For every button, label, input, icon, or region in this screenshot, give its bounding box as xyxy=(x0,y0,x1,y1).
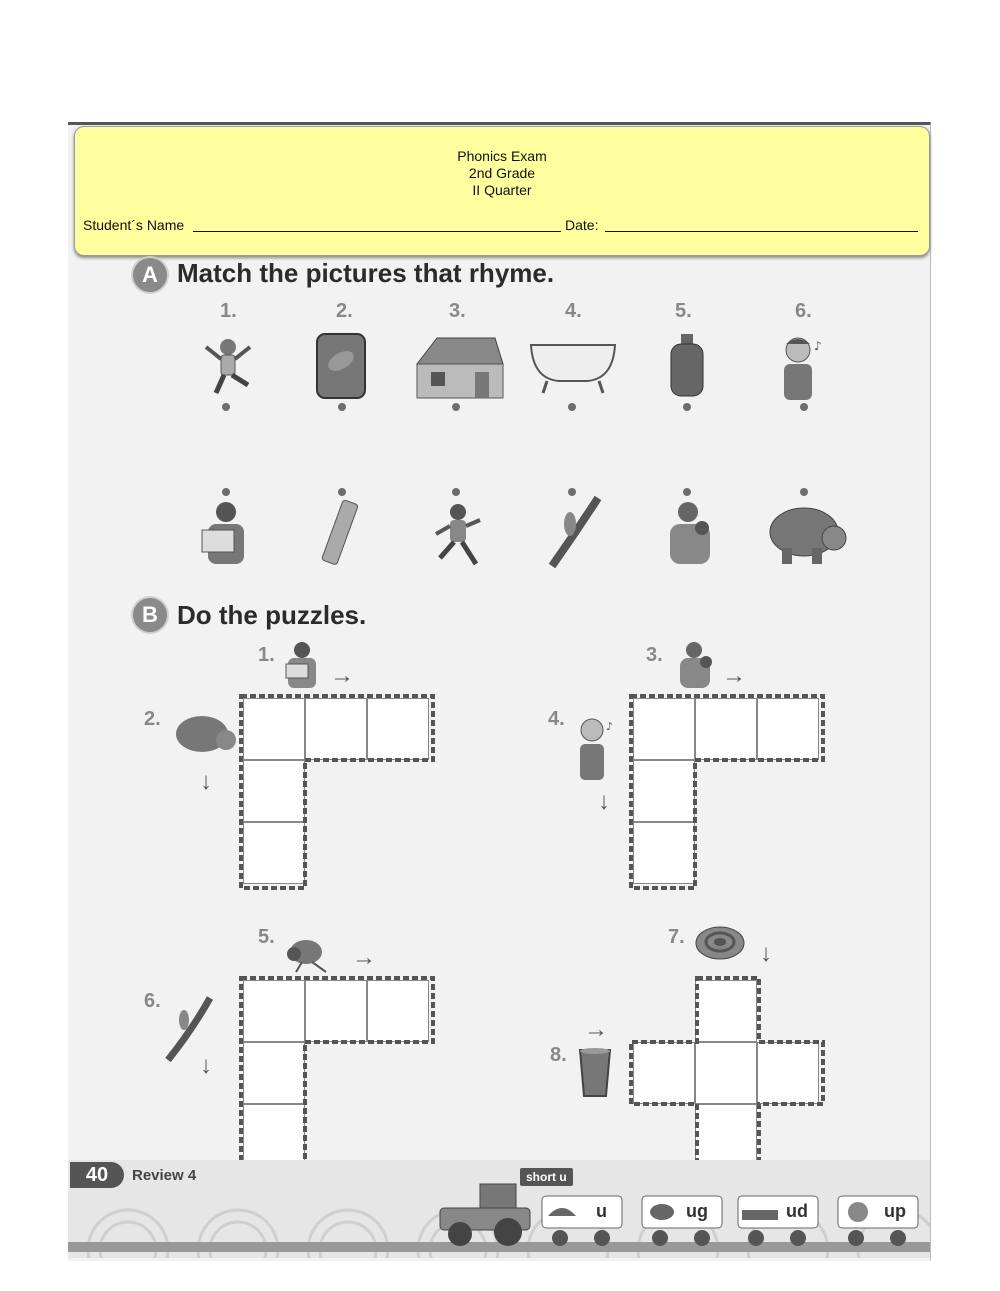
date-label: Date: xyxy=(565,217,599,233)
svg-text:♪: ♪ xyxy=(606,720,614,733)
clue-number-8: 8. xyxy=(550,1044,567,1066)
match-dot-bottom-6[interactable] xyxy=(800,488,808,496)
student-name-label: Student´s Name xyxy=(83,217,185,233)
match-dot-bottom-2[interactable] xyxy=(338,488,346,496)
bear-clue-icon xyxy=(174,710,238,762)
section-a-badge: A xyxy=(133,258,167,292)
item-number-6: 6. xyxy=(795,300,812,322)
arrow-down-2: ↓ xyxy=(200,768,212,795)
jug-icon xyxy=(667,332,707,398)
match-dot-top-1[interactable] xyxy=(222,403,230,411)
match-dot-top-3[interactable] xyxy=(452,403,460,411)
match-dot-bottom-4[interactable] xyxy=(568,488,576,496)
item-number-3: 3. xyxy=(449,300,466,322)
date-field[interactable] xyxy=(605,231,918,232)
section-a-title: Match the pictures that rhyme. xyxy=(177,258,555,288)
train-word-ud: ud xyxy=(786,1201,808,1221)
train-word-ug: ug xyxy=(686,1201,708,1221)
train-word-up: up xyxy=(884,1201,906,1221)
arrow-right-5: → xyxy=(352,944,376,971)
match-dot-top-2[interactable] xyxy=(338,403,346,411)
match-dot-top-4[interactable] xyxy=(568,403,576,411)
puzzle1-outline xyxy=(239,694,437,892)
train-car-bug xyxy=(640,1194,724,1248)
section-b-badge: B xyxy=(133,598,167,632)
short-u-flag: short u xyxy=(520,1168,573,1186)
gum-icon xyxy=(314,498,364,566)
section-b-title: Do the puzzles. xyxy=(177,600,367,630)
bathtub-icon xyxy=(527,335,619,395)
footprint-icon xyxy=(316,333,366,399)
arrow-right-1: → xyxy=(330,662,354,689)
match-dot-bottom-1[interactable] xyxy=(222,488,230,496)
train-car-pup xyxy=(836,1194,920,1248)
clue-number-2: 2. xyxy=(144,708,161,730)
match-dot-bottom-3[interactable] xyxy=(452,488,460,496)
humming-boy-clue-icon xyxy=(572,716,618,782)
puzzle4-outline xyxy=(629,976,827,1174)
exam-grade: 2nd Grade xyxy=(468,165,536,181)
review-label: Review 4 xyxy=(132,1167,197,1184)
bear-icon xyxy=(768,500,848,566)
match-dot-bottom-5[interactable] xyxy=(683,488,691,496)
humming-boy-icon xyxy=(776,334,832,402)
item-number-1: 1. xyxy=(220,300,237,322)
jumping-boy-icon xyxy=(198,335,258,405)
bud-icon xyxy=(546,496,602,568)
match-dot-top-6[interactable] xyxy=(800,403,808,411)
arrow-down-4: ↓ xyxy=(598,788,610,815)
train-car-umbrella xyxy=(540,1194,624,1248)
item-number-5: 5. xyxy=(675,300,692,322)
exam-title: Phonics Exam xyxy=(457,148,547,164)
puzzle3-outline xyxy=(239,976,437,1174)
cup-clue-icon xyxy=(578,1046,612,1098)
item-number-4: 4. xyxy=(565,300,582,322)
exam-header xyxy=(74,126,930,256)
running-girl-icon xyxy=(410,500,494,568)
arrow-right-8: → xyxy=(584,1016,608,1043)
girl-puzzle-icon xyxy=(196,500,258,568)
bug-clue-icon xyxy=(282,928,340,974)
arrow-down-7: ↓ xyxy=(760,940,772,967)
student-name-field[interactable] xyxy=(193,231,561,232)
girl-puzzle-clue-icon xyxy=(282,640,322,690)
page-number: 40 xyxy=(70,1162,124,1188)
train-word-u: u xyxy=(596,1201,607,1221)
hugging-girl-icon xyxy=(664,498,718,566)
match-dot-top-5[interactable] xyxy=(683,403,691,411)
arrow-right-3: → xyxy=(722,662,746,689)
bun-clue-icon xyxy=(694,924,746,962)
clue-number-4: 4. xyxy=(548,708,565,730)
clue-number-6: 6. xyxy=(144,990,161,1012)
clue-number-1: 1. xyxy=(258,644,275,666)
exam-quarter: II Quarter xyxy=(472,182,532,198)
clue-number-5: 5. xyxy=(258,926,275,948)
hut-icon xyxy=(409,336,505,400)
tractor-icon xyxy=(436,1180,536,1248)
item-number-2: 2. xyxy=(336,300,353,322)
clue-number-3: 3. xyxy=(646,644,663,666)
svg-text:♪: ♪ xyxy=(814,339,822,353)
clue-number-7: 7. xyxy=(668,926,685,948)
puzzle2-outline xyxy=(629,694,827,892)
hugging-girl-clue-icon xyxy=(676,640,716,690)
arrow-down-6: ↓ xyxy=(200,1052,212,1079)
